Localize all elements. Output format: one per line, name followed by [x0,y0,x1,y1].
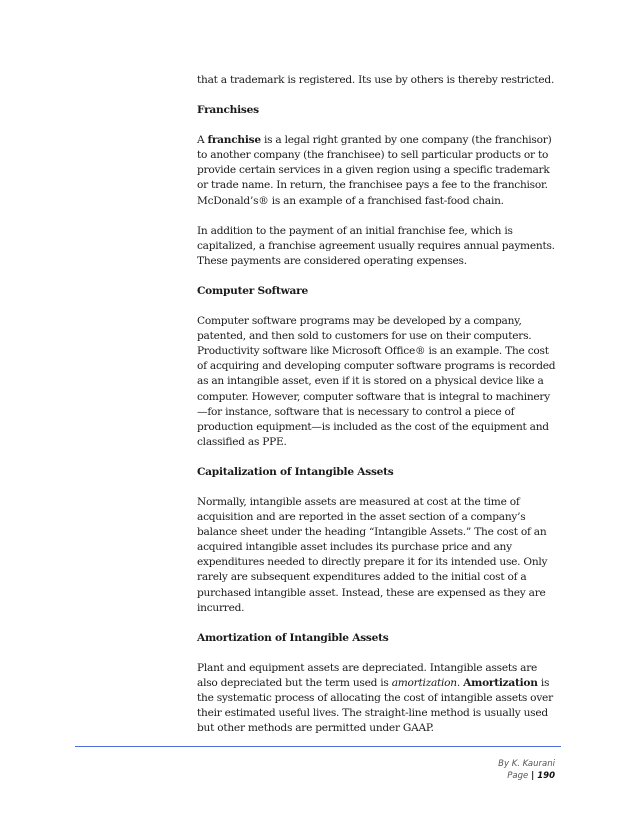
capitalization-heading: Capitalization of Intangible Assets [197,465,394,478]
text-span: A [197,134,208,147]
page-separator: | [528,771,538,781]
page-number-line [498,770,555,782]
amortization-bold-term: Amortization [463,676,538,689]
capitalization-paragraph: Normally, intangible assets are measured at cost at the time of acquisition and are reported in the asset section of a company’s balance sheet under the heading “Intangible Assets.” The cost of an acquired intangible asset includes its purchase price and any expenditures needed to directly prepare it for its intended use. Only rarely are subsequent expenditures added to the initial cost of a purchased intangible asset. Instead, these are expensed as they are incurred. [197,495,548,614]
computer-software-paragraph: Computer software programs may be developed by a company, patented, and then sold to customers for use on their computers. Productivity software like Microsoft Office® is an example. The cost of acquiring and developing computer software programs is recorded as an intangible asset, even if it is stored on a physical device like a computer. However, computer software that is integral to machinery—for instance, software that is necessary to control a piece of production equipment—is included as the cost of the equipment and classified as PPE. [197,315,556,448]
footer-divider [75,746,561,747]
author-credit: By K. Kaurani [498,759,555,769]
franchise-definition-paragraph [197,133,559,208]
page-label: Page [507,771,529,781]
text-span: . [456,676,464,689]
text-span: Plant and equipment assets are depreciated. Intangible assets are also depreciated but the term used is [197,661,538,689]
page-body [197,73,559,751]
page-number: 190 [537,771,555,781]
franchises-heading: Franchises [197,104,259,117]
page-footer [498,758,555,782]
amortization-italic-term: amortization [391,676,457,689]
text-span: is the systematic process of allocating the cost of intangible assets over their estimated useful lives. The straight-line method is usually used but other methods are permitted under GAAP. [197,676,553,735]
computer-software-heading: Computer Software [197,284,308,297]
franchise-term: franchise [207,134,261,147]
amortization-paragraph [197,661,559,736]
continuation-paragraph: that a trademark is registered. Its use by others is thereby restricted. [197,74,555,86]
franchise-fee-paragraph: In addition to the payment of an initial franchise fee, which is capitalized, a franchise agreement usually requires annual payments. These payments are considered operating expenses. [197,224,555,267]
amortization-heading: Amortization of Intangible Assets [197,631,389,644]
text-span: is a legal right granted by one company (the franchisor) to another company (the franchisee) to sell particular products or to provide certain services in a given region using a specific trademark or trade name. In return, the franchisee pays a fee to the franchisor. McDonald’s® is an example of a franchised fast-food chain. [197,134,552,207]
